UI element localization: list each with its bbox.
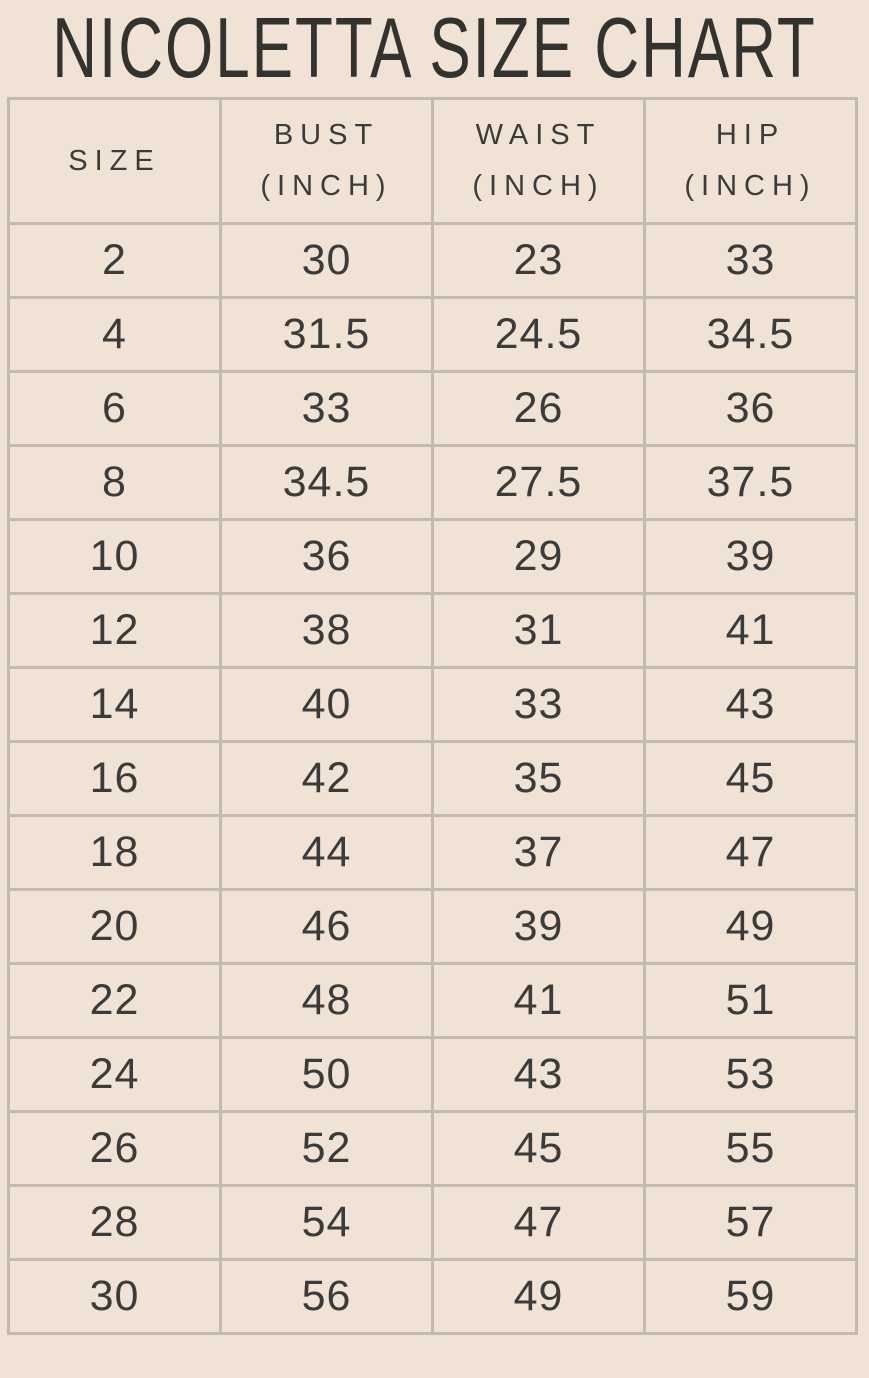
table-row	[9, 1112, 857, 1186]
table-cell: 37.5	[645, 446, 857, 520]
table-cell: 33	[433, 668, 645, 742]
table-cell: 24.5	[433, 298, 645, 372]
column-header-waist	[433, 99, 645, 224]
table-cell: 52	[221, 1112, 433, 1186]
size-table-header	[9, 99, 857, 224]
table-cell: 31	[433, 594, 645, 668]
column-header-size	[9, 99, 221, 224]
column-header-bust-sub: (INCH)	[260, 170, 393, 202]
table-cell: 27.5	[433, 446, 645, 520]
table-row	[9, 890, 857, 964]
table-cell: 16	[9, 742, 221, 816]
table-cell: 59	[645, 1260, 857, 1334]
table-cell: 23	[433, 224, 645, 298]
column-header-waist-label: WAIST	[475, 119, 602, 151]
table-cell: 37	[433, 816, 645, 890]
table-cell: 29	[433, 520, 645, 594]
table-cell: 44	[221, 816, 433, 890]
table-cell: 43	[433, 1038, 645, 1112]
page-title-text: NICOLETTA SIZE CHART	[52, 0, 817, 97]
table-cell: 48	[221, 964, 433, 1038]
table-cell: 26	[433, 372, 645, 446]
table-cell: 56	[221, 1260, 433, 1334]
table-cell: 51	[645, 964, 857, 1038]
table-cell: 33	[221, 372, 433, 446]
size-table-body	[9, 224, 857, 1334]
table-cell: 49	[645, 890, 857, 964]
table-cell: 6	[9, 372, 221, 446]
table-cell: 26	[9, 1112, 221, 1186]
table-cell: 35	[433, 742, 645, 816]
column-header-bust-label: BUST	[273, 119, 380, 151]
table-row	[9, 298, 857, 372]
table-cell: 45	[433, 1112, 645, 1186]
table-cell: 49	[433, 1260, 645, 1334]
table-cell: 4	[9, 298, 221, 372]
table-cell: 22	[9, 964, 221, 1038]
table-row	[9, 520, 857, 594]
table-cell: 12	[9, 594, 221, 668]
table-cell: 31.5	[221, 298, 433, 372]
table-row	[9, 372, 857, 446]
table-cell: 38	[221, 594, 433, 668]
table-cell: 45	[645, 742, 857, 816]
page-title	[0, 0, 869, 97]
table-row	[9, 1260, 857, 1334]
table-cell: 36	[645, 372, 857, 446]
table-cell: 43	[645, 668, 857, 742]
table-row	[9, 1186, 857, 1260]
column-header-hip-label: HIP	[715, 119, 786, 151]
table-row	[9, 1038, 857, 1112]
table-cell: 47	[645, 816, 857, 890]
table-cell: 39	[645, 520, 857, 594]
table-cell: 33	[645, 224, 857, 298]
table-cell: 40	[221, 668, 433, 742]
table-cell: 28	[9, 1186, 221, 1260]
table-cell: 47	[433, 1186, 645, 1260]
table-cell: 53	[645, 1038, 857, 1112]
table-cell: 24	[9, 1038, 221, 1112]
column-header-waist-sub: (INCH)	[472, 170, 605, 202]
table-cell: 39	[433, 890, 645, 964]
table-cell: 2	[9, 224, 221, 298]
table-cell: 54	[221, 1186, 433, 1260]
table-cell: 34.5	[221, 446, 433, 520]
column-header-bust	[221, 99, 433, 224]
table-row	[9, 668, 857, 742]
table-row	[9, 224, 857, 298]
table-row	[9, 594, 857, 668]
table-row	[9, 816, 857, 890]
table-cell: 34.5	[645, 298, 857, 372]
table-cell: 50	[221, 1038, 433, 1112]
table-cell: 46	[221, 890, 433, 964]
table-cell: 57	[645, 1186, 857, 1260]
table-cell: 14	[9, 668, 221, 742]
table-cell: 42	[221, 742, 433, 816]
size-chart-table	[7, 97, 858, 1335]
table-cell: 20	[9, 890, 221, 964]
table-row	[9, 446, 857, 520]
table-cell: 55	[645, 1112, 857, 1186]
table-cell: 36	[221, 520, 433, 594]
table-row	[9, 964, 857, 1038]
table-cell: 30	[221, 224, 433, 298]
table-cell: 41	[433, 964, 645, 1038]
column-header-hip-sub: (INCH)	[684, 170, 817, 202]
column-header-hip	[645, 99, 857, 224]
table-cell: 8	[9, 446, 221, 520]
header-row	[9, 99, 857, 224]
table-cell: 18	[9, 816, 221, 890]
column-header-size-label: SIZE	[68, 144, 161, 177]
table-cell: 41	[645, 594, 857, 668]
table-cell: 10	[9, 520, 221, 594]
table-row	[9, 742, 857, 816]
table-cell: 30	[9, 1260, 221, 1334]
